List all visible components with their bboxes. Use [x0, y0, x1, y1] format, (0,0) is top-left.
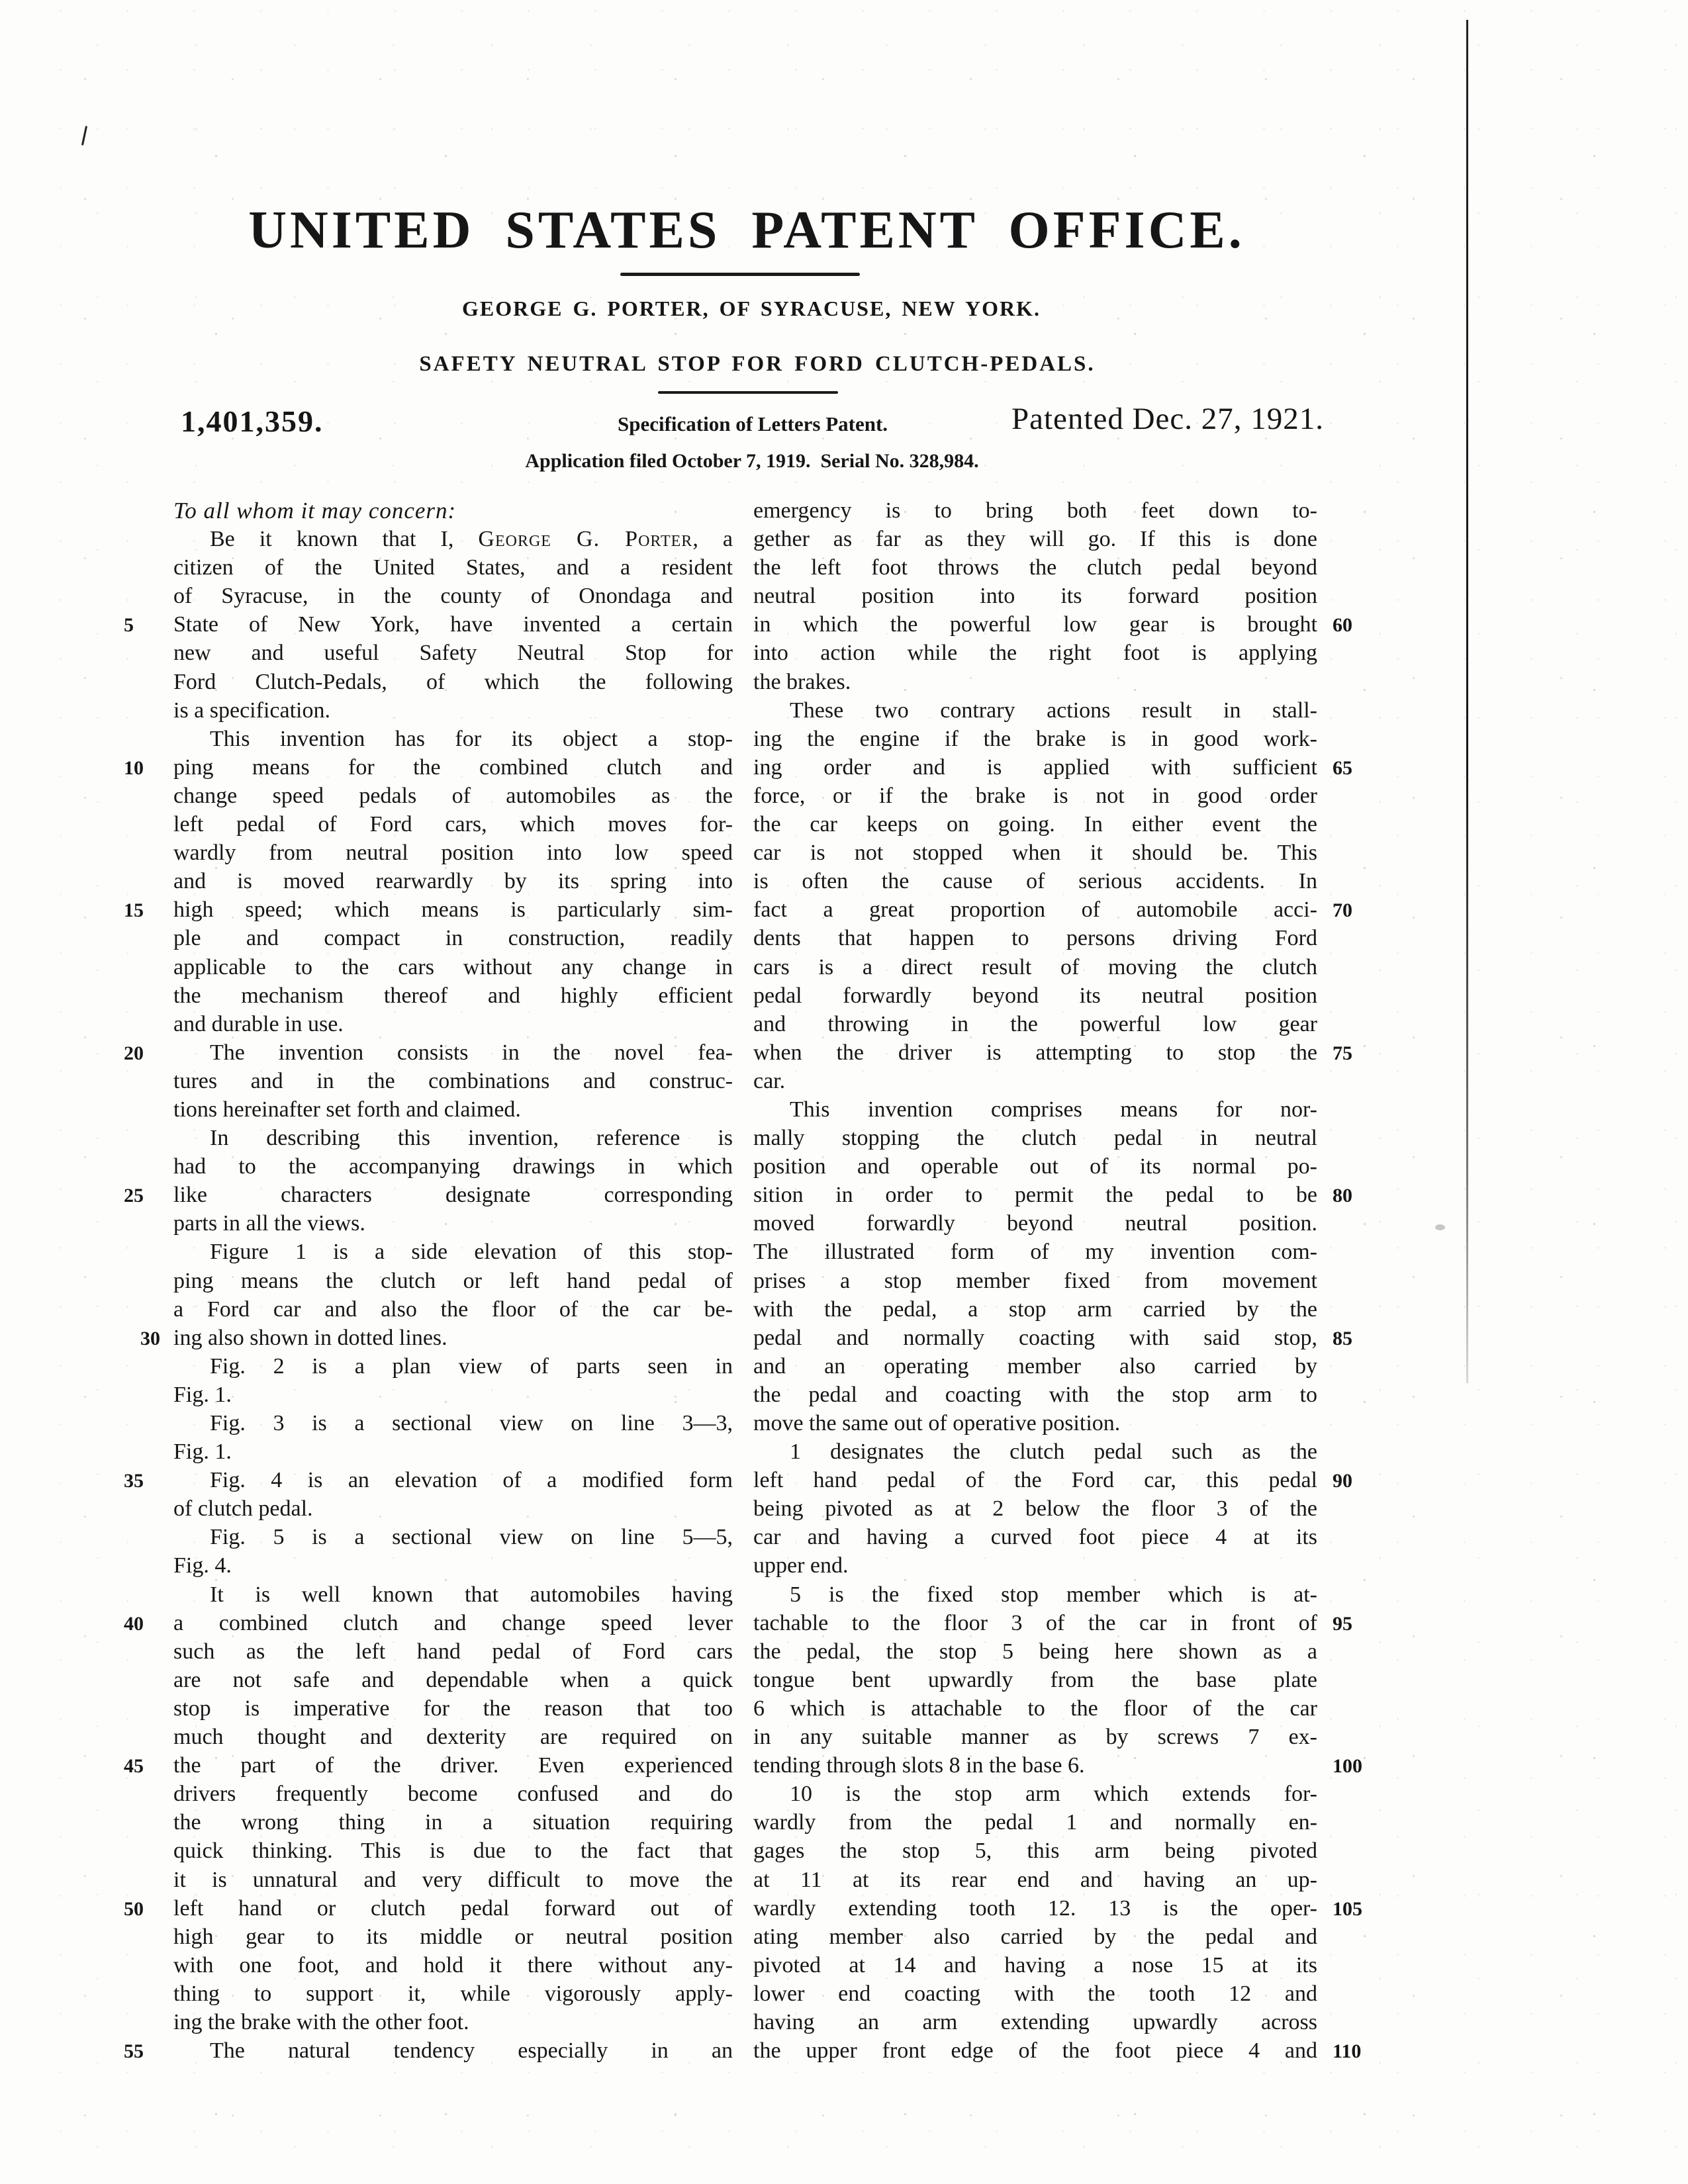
text-line: and an operating member also carried by: [753, 1353, 1317, 1379]
text-line: a combined clutch and change speed lever 40: [173, 1609, 733, 1637]
text-line: quick thinking. This is due to the fact that: [173, 1839, 733, 1864]
text-line: Fig. 4 is an elevation of a modified form 35: [173, 1466, 733, 1494]
text-line: left hand pedal of the Ford car, this pedal 90: [753, 1466, 1317, 1494]
application-serial-line: Application filed October 7, 1919. Serial No. 328,984.: [525, 450, 979, 472]
text-line: [173, 525, 733, 553]
text-line: it is unnatural and very difficult to move the: [173, 1867, 733, 1892]
text-line: In describing this invention, reference is: [210, 1126, 733, 1151]
text-line: These two contrary actions result in stall-: [790, 698, 1317, 723]
text-line: move the same out of operative position.: [753, 1411, 1121, 1435]
text-line: Fig. 4.: [173, 1553, 232, 1578]
text-line: high gear to its middle or neutral position: [173, 1924, 733, 1949]
text-line: moved forwardly beyond neutral position.: [753, 1211, 1317, 1236]
text-line: the pedal and coacting with the stop arm to: [753, 1382, 1317, 1407]
margin-line-number: 65: [1333, 756, 1352, 779]
text-line: had to the accompanying drawings in which: [173, 1154, 733, 1179]
text-line: drivers frequently become confused and do: [173, 1782, 733, 1807]
title-divider-rule: [620, 273, 860, 276]
text-line: car.: [753, 1068, 786, 1093]
margin-line-number: 55: [124, 2040, 144, 2063]
text-line: being pivoted as at 2 below the floor 3 of the: [753, 1496, 1317, 1522]
text-line: The invention consists in the novel fea- 20: [173, 1038, 733, 1067]
text-line: fact a great proportion of automobile acci- 70: [753, 895, 1317, 924]
text-line: is often the cause of serious accidents. In: [753, 869, 1317, 894]
page-title: UNITED STATES PATENT OFFICE.: [248, 201, 1245, 259]
text-line: of clutch pedal.: [173, 1496, 313, 1522]
margin-line-number: 25: [124, 1185, 144, 1207]
text-line: in any suitable manner as by screws 7 ex-: [753, 1725, 1317, 1750]
text-line: Fig. 2 is a plan view of parts seen in: [210, 1353, 733, 1379]
text-line: car and having a curved foot piece 4 at its: [753, 1525, 1317, 1550]
text-line: ing the brake with the other foot.: [173, 2009, 469, 2034]
text-line: much thought and dexterity are required on: [173, 1725, 733, 1750]
text-line: Fig. 1.: [173, 1382, 232, 1407]
text-line: is a specification.: [173, 698, 330, 723]
text-line: Fig. 1.: [173, 1439, 232, 1465]
text-line: pivoted at 14 and having a nose 15 at its: [753, 1952, 1317, 1978]
inventor-line: GEORGE G. PORTER, OF SYRACUSE, NEW YORK.: [462, 296, 1041, 320]
text-line: 6 which is attachable to the floor of the car: [753, 1696, 1317, 1721]
text-line: the pedal, the stop 5 being here shown as a: [753, 1639, 1317, 1664]
text-line: citizen of the United States, and a resident: [173, 555, 733, 580]
text-line: car is not stopped when it should be. This: [753, 841, 1317, 866]
text-line: Fig. 5 is a sectional view on line 5—5,: [210, 1525, 733, 1550]
text-line: It is well known that automobiles having: [210, 1582, 733, 1607]
text-line: ping means the clutch or left hand pedal of: [173, 1268, 733, 1293]
text-line: change speed pedals of automobiles as the: [173, 783, 733, 808]
text-line: pedal and normally coacting with said stop, 85: [753, 1324, 1317, 1352]
margin-line-number: 75: [1333, 1042, 1352, 1064]
text-line: force, or if the brake is not in good order: [753, 783, 1317, 808]
text-line: ing order and is applied with sufficient 65: [753, 753, 1317, 782]
text-line: high speed; which means is particularly sim- 15: [173, 895, 733, 924]
text-line: Figure 1 is a side elevation of this stop-: [210, 1240, 733, 1265]
margin-line-number: 20: [124, 1042, 144, 1064]
margin-line-number: 30: [140, 1327, 160, 1349]
text-line: 5 is the fixed stop member which is at-: [790, 1582, 1317, 1607]
text-line: ing the engine if the brake is in good work-: [753, 726, 1317, 751]
text-line: ping means for the combined clutch and 10: [173, 753, 733, 782]
text-line: left hand or clutch pedal forward out of 50: [173, 1894, 733, 1923]
margin-line-number: 85: [1333, 1327, 1352, 1349]
text-line: wardly extending tooth 12. 13 is the oper- 105: [753, 1894, 1317, 1923]
text-line: neutral position into its forward position: [753, 584, 1317, 609]
text-line: ating member also carried by the pedal and: [753, 1924, 1317, 1949]
text-line: the upper front edge of the foot piece 4 and 110: [753, 2036, 1317, 2065]
text-line: To all whom it may concern:: [173, 498, 457, 523]
text-line: position and operable out of its normal po-: [753, 1154, 1317, 1179]
margin-line-number: 40: [124, 1612, 144, 1635]
text-line: parts in all the views.: [173, 1211, 365, 1236]
text-line: The illustrated form of my invention com-: [753, 1240, 1317, 1265]
text-line: at 11 at its rear end and having an up-: [753, 1867, 1317, 1892]
text-line: ing also shown in dotted lines. 30: [173, 1324, 733, 1352]
text-line: cars is a direct result of moving the clutch: [753, 954, 1317, 979]
text-line: in which the powerful low gear is brought 60: [753, 610, 1317, 639]
right-text-column: [753, 496, 1362, 2065]
margin-line-number: 105: [1333, 1897, 1362, 1920]
text-line: a Ford car and also the floor of the car be-: [173, 1297, 733, 1322]
text-line: The natural tendency especially in an 55: [173, 2036, 733, 2065]
text-line: 1 designates the clutch pedal such as the: [790, 1439, 1317, 1465]
text-line: Fig. 3 is a sectional view on line 3—3,: [210, 1411, 733, 1435]
text-line: new and useful Safety Neutral Stop for: [173, 641, 733, 666]
text-line: and throwing in the powerful low gear: [753, 1011, 1317, 1036]
text-line: tures and in the combinations and construc-: [173, 1068, 733, 1093]
text-line: thing to support it, while vigorously apply-: [173, 1981, 733, 2006]
text-line: lower end coacting with the tooth 12 and: [753, 1981, 1317, 2006]
text-line: the brakes.: [753, 669, 851, 694]
margin-line-number: 95: [1333, 1612, 1352, 1635]
text-line: mally stopping the clutch pedal in neutral: [753, 1126, 1317, 1151]
small-caps-name: George G. Porter: [478, 527, 693, 552]
margin-line-number: 90: [1333, 1470, 1352, 1492]
invention-title: SAFETY NEUTRAL STOP FOR FORD CLUTCH-PEDALS.: [419, 352, 1096, 376]
text-line: dents that happen to persons driving Ford: [753, 926, 1317, 951]
text-line: left pedal of Ford cars, which moves for-: [173, 812, 733, 837]
text-line: such as the left hand pedal of Ford cars: [173, 1639, 733, 1664]
text-line: of Syracuse, in the county of Onondaga and: [173, 584, 733, 609]
text-line: and is moved rearwardly by its spring into: [173, 869, 733, 894]
text-line: pedal forwardly beyond its neutral position: [753, 983, 1317, 1008]
margin-line-number: 35: [124, 1470, 144, 1492]
text-line: wardly from neutral position into low speed: [173, 841, 733, 866]
margin-line-number: 70: [1333, 899, 1352, 922]
text-line: tions hereinafter set forth and claimed.: [173, 1097, 521, 1122]
text-line: with one foot, and hold it there without any-: [173, 1952, 733, 1978]
text-line: ple and compact in construction, readily: [173, 926, 733, 951]
margin-line-number: 110: [1333, 2040, 1362, 2063]
text-line: tongue bent upwardly from the base plate: [753, 1667, 1317, 1692]
text-line: into action while the right foot is applying: [753, 641, 1317, 666]
text-line: emergency is to bring both feet down to-: [753, 498, 1317, 523]
text-line: This invention comprises means for nor-: [790, 1097, 1317, 1122]
text-line: the wrong thing in a situation requiring: [173, 1810, 733, 1835]
scan-artifact-vertical-line: [1466, 20, 1468, 1383]
text-line: gether as far as they will go. If this is done: [753, 527, 1317, 552]
left-text-column: [124, 496, 733, 2065]
text-line: stop is imperative for the reason that too: [173, 1696, 733, 1721]
text-line: tachable to the floor 3 of the car in front of 95: [753, 1609, 1317, 1637]
margin-line-number: 60: [1333, 614, 1352, 637]
text-line: Ford Clutch-Pedals, of which the following: [173, 669, 733, 694]
margin-line-number: 5: [124, 614, 134, 637]
text-line: tending through slots 8 in the base 6. 100: [753, 1751, 1317, 1780]
patented-date: Patented Dec. 27, 1921.: [1011, 402, 1324, 436]
text-line: prises a stop member fixed from movement: [753, 1268, 1317, 1293]
text-line: sition in order to permit the pedal to be 80: [753, 1181, 1317, 1209]
text-line: wardly from the pedal 1 and normally en-: [753, 1810, 1317, 1835]
text-line: gages the stop 5, this arm being pivoted: [753, 1839, 1317, 1864]
scan-artifact-smudge: [1435, 1224, 1445, 1230]
margin-line-number: 45: [124, 1755, 144, 1778]
text-line: the mechanism thereof and highly efficient: [173, 983, 733, 1008]
scan-artifact-stray-mark: [81, 126, 87, 146]
margin-line-number: 10: [124, 756, 144, 779]
text-line: and durable in use.: [173, 1011, 344, 1036]
text-line: State of New York, have invented a certain 5: [173, 610, 733, 639]
text-line: 10 is the stop arm which extends for-: [790, 1782, 1317, 1807]
text-line: applicable to the cars without any change in: [173, 954, 733, 979]
text-line: the part of the driver. Even experienced 45: [173, 1751, 733, 1780]
margin-line-number: 50: [124, 1897, 144, 1920]
margin-line-number: 15: [124, 899, 144, 922]
text-line: with the pedal, a stop arm carried by the: [753, 1297, 1317, 1322]
text-line: the left foot throws the clutch pedal beyond: [753, 555, 1317, 580]
text-line: like characters designate corresponding 25: [173, 1181, 733, 1209]
text-segment: Be it known that I,: [210, 527, 479, 552]
text-segment: , a: [692, 527, 733, 552]
text-line: having an arm extending upwardly across: [753, 2009, 1317, 2034]
margin-line-number: 100: [1333, 1755, 1362, 1778]
text-line: when the driver is attempting to stop the 75: [753, 1038, 1317, 1067]
text-line: the car keeps on going. In either event the: [753, 812, 1317, 837]
margin-line-number: 80: [1333, 1185, 1352, 1207]
text-line: This invention has for its object a stop-: [210, 726, 733, 751]
subtitle-divider-rule: [658, 391, 838, 394]
text-line: are not safe and dependable when a quick: [173, 1667, 733, 1692]
text-line: upper end.: [753, 1553, 849, 1578]
patent-number: 1,401,359.: [181, 404, 324, 438]
specification-label: Specification of Letters Patent.: [617, 412, 888, 435]
